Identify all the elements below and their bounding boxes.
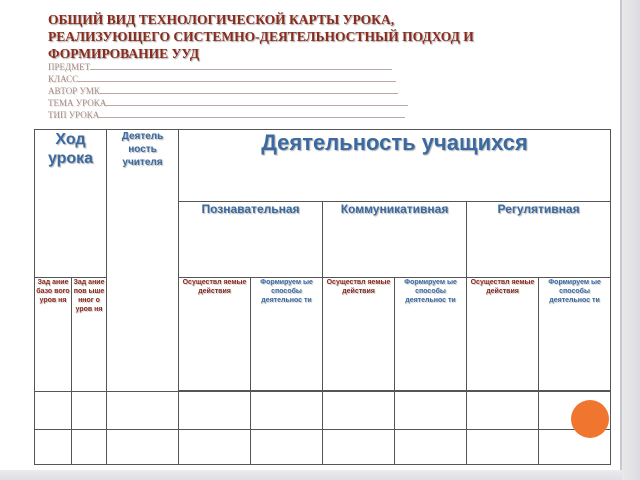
header-students-activity: Деятельность учащихся (179, 130, 611, 202)
table-cell (467, 430, 539, 465)
header-cognitive: Познавательная (179, 202, 323, 278)
header-regulatory-actions: Осуществл яемые действия (467, 278, 539, 391)
field-umk-author: АВТОР УМК (48, 85, 408, 97)
header-regulatory: Регулятивная (467, 202, 611, 278)
table-cell (251, 392, 323, 430)
table-cell (323, 430, 395, 465)
table-cell (72, 392, 107, 430)
table-cell (467, 392, 539, 430)
table-cell (107, 392, 179, 430)
page-title (48, 11, 474, 62)
table-row (35, 430, 611, 465)
table-row (35, 392, 611, 430)
lesson-map-table (34, 129, 611, 465)
orange-circle-decoration (571, 400, 609, 438)
field-class: КЛАСС (48, 73, 408, 85)
header-communicative-methods: Формируем ые способы деятельнос ти (395, 278, 467, 391)
title-line-3: ФОРМИРОВАНИЕ УУД (48, 46, 200, 61)
header-communicative-actions: Осуществл яемые действия (323, 278, 395, 391)
frame-shadow-bottom (0, 470, 622, 480)
header-communicative: Коммуникативная (323, 202, 467, 278)
header-cognitive-methods: Формируем ые способы деятельнос ти (251, 278, 323, 391)
header-regulatory-methods: Формируем ые способы деятельнос ти (539, 278, 611, 391)
table-cell (179, 430, 251, 465)
title-line-1: ОБЩИЙ ВИД ТЕХНОЛОГИЧЕСКОЙ КАРТЫ УРОКА, (48, 12, 395, 27)
header-cognitive-actions: Осуществл яемые действия (179, 278, 251, 391)
header-teacher-activity: Деятель ность учителя (107, 130, 179, 392)
header-task-advanced: Зад ание пов ыше нног о уров ня (72, 278, 107, 392)
header-lesson-course: Ход урока (35, 130, 107, 278)
lesson-info-fields (48, 61, 408, 121)
field-subject: ПРЕДМЕТ (48, 61, 408, 73)
table-cell (395, 430, 467, 465)
table-cell (251, 430, 323, 465)
table-cell (323, 392, 395, 430)
field-lesson-topic: ТЕМА УРОКА (48, 97, 408, 109)
field-lesson-type: ТИП УРОКА (48, 109, 408, 121)
table-cell (35, 392, 72, 430)
table-cell (72, 430, 107, 465)
table-cell (35, 430, 72, 465)
table-cell (395, 392, 467, 430)
frame-shadow-right (622, 0, 640, 480)
header-task-basic: Зад ание базо вого уров ня (35, 278, 72, 392)
table-cell (107, 430, 179, 465)
title-line-2: РЕАЛИЗУЮЩЕГО СИСТЕМНО-ДЕЯТЕЛЬНОСТНЫЙ ПОДХОД И (48, 29, 474, 44)
table-cell (179, 392, 251, 430)
